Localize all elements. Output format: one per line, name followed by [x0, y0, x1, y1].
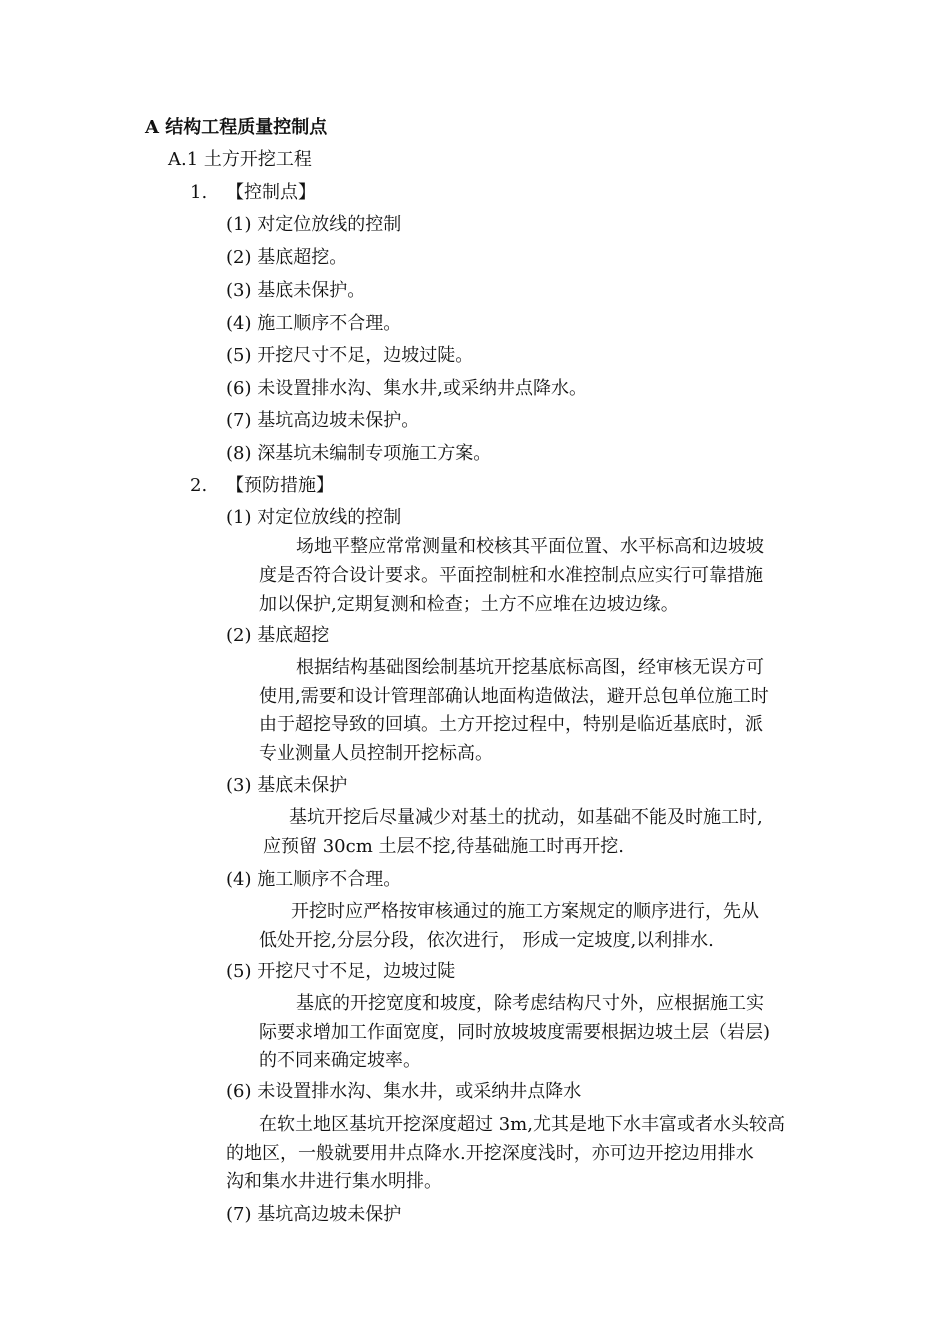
- control-point-item: (2) 基底超挖。: [226, 247, 348, 268]
- measure-text-line: 基坑开挖后尽量减少对基土的扰动，如基础不能及时施工时,: [289, 807, 763, 828]
- measure-text-line: 沟和集水井进行集水明排。: [226, 1171, 442, 1192]
- control-point-item: (5) 开挖尺寸不足，边坡过陡。: [226, 345, 474, 366]
- measure-text-line: 开挖时应严格按审核通过的施工方案规定的顺序进行，先从: [291, 901, 759, 922]
- measure-text-line: 应预留 30cm 土层不挖,待基础施工时再开挖.: [263, 836, 624, 857]
- measure-text-line: 由于超挖导致的回填。土方开挖过程中，特别是临近基底时，派: [259, 714, 763, 735]
- measure-heading: (7) 基坑高边坡未保护: [226, 1204, 402, 1225]
- control-point-item: (3) 基底未保护。: [226, 280, 366, 301]
- control-point-item: (6) 未设置排水沟、集水井,或采纳井点降水。: [226, 378, 587, 399]
- measure-heading: (6) 未设置排水沟、集水井，或采纳井点降水: [226, 1081, 582, 1102]
- control-point-item: (4) 施工顺序不合理。: [226, 313, 402, 334]
- measure-text-line: 基底的开挖宽度和坡度，除考虑结构尺寸外，应根据施工实: [296, 993, 764, 1014]
- measure-heading: (2) 基底超挖: [226, 625, 330, 646]
- measure-heading: (3) 基底未保护: [226, 775, 348, 796]
- measure-text-line: 的不同来确定坡率。: [259, 1050, 421, 1071]
- measure-text-line: 度是否符合设计要求。平面控制桩和水准控制点应实行可靠措施: [259, 565, 763, 586]
- control-points-header: 【控制点】: [226, 182, 316, 203]
- measure-text-line: 使用,需要和设计管理部确认地面构造做法，避开总包单位施工时: [259, 686, 769, 707]
- measure-text-line: 根据结构基础图绘制基坑开挖基底标高图，经审核无误方可: [296, 657, 764, 678]
- measure-heading: (4) 施工顺序不合理。: [226, 869, 402, 890]
- measure-text-line: 的地区，一般就要用井点降水.开挖深度浅时，亦可边开挖边用排水: [226, 1143, 754, 1164]
- control-points-number: 1.: [190, 182, 208, 203]
- measures-number: 2.: [190, 475, 208, 496]
- measure-text-line: 场地平整应常常测量和校核其平面位置、水平标高和边坡坡: [296, 536, 764, 557]
- section-heading: A.1 土方开挖工程: [168, 149, 312, 170]
- measure-heading: (5) 开挖尺寸不足，边坡过陡: [226, 961, 456, 982]
- measure-text-line: 在软土地区基坑开挖深度超过 3m,尤其是地下水丰富或者水头较高: [259, 1114, 785, 1135]
- measure-text-line: 加以保护,定期复测和检查；土方不应堆在边坡边缘。: [259, 594, 679, 615]
- document-title: A 结构工程质量控制点: [145, 117, 328, 138]
- measure-heading: (1) 对定位放线的控制: [226, 507, 402, 528]
- control-point-item: (7) 基坑高边坡未保护。: [226, 410, 420, 431]
- control-point-item: (8) 深基坑未编制专项施工方案。: [226, 443, 492, 464]
- measures-header: 【预防措施】: [226, 475, 334, 496]
- measure-text-line: 专业测量人员控制开挖标高。: [259, 743, 493, 764]
- measure-text-line: 际要求增加工作面宽度，同时放坡坡度需要根据边坡土层（岩层): [259, 1022, 771, 1043]
- measure-text-line: 低处开挖,分层分段，依次进行， 形成一定坡度,以利排水.: [259, 930, 714, 951]
- control-point-item: (1) 对定位放线的控制: [226, 214, 402, 235]
